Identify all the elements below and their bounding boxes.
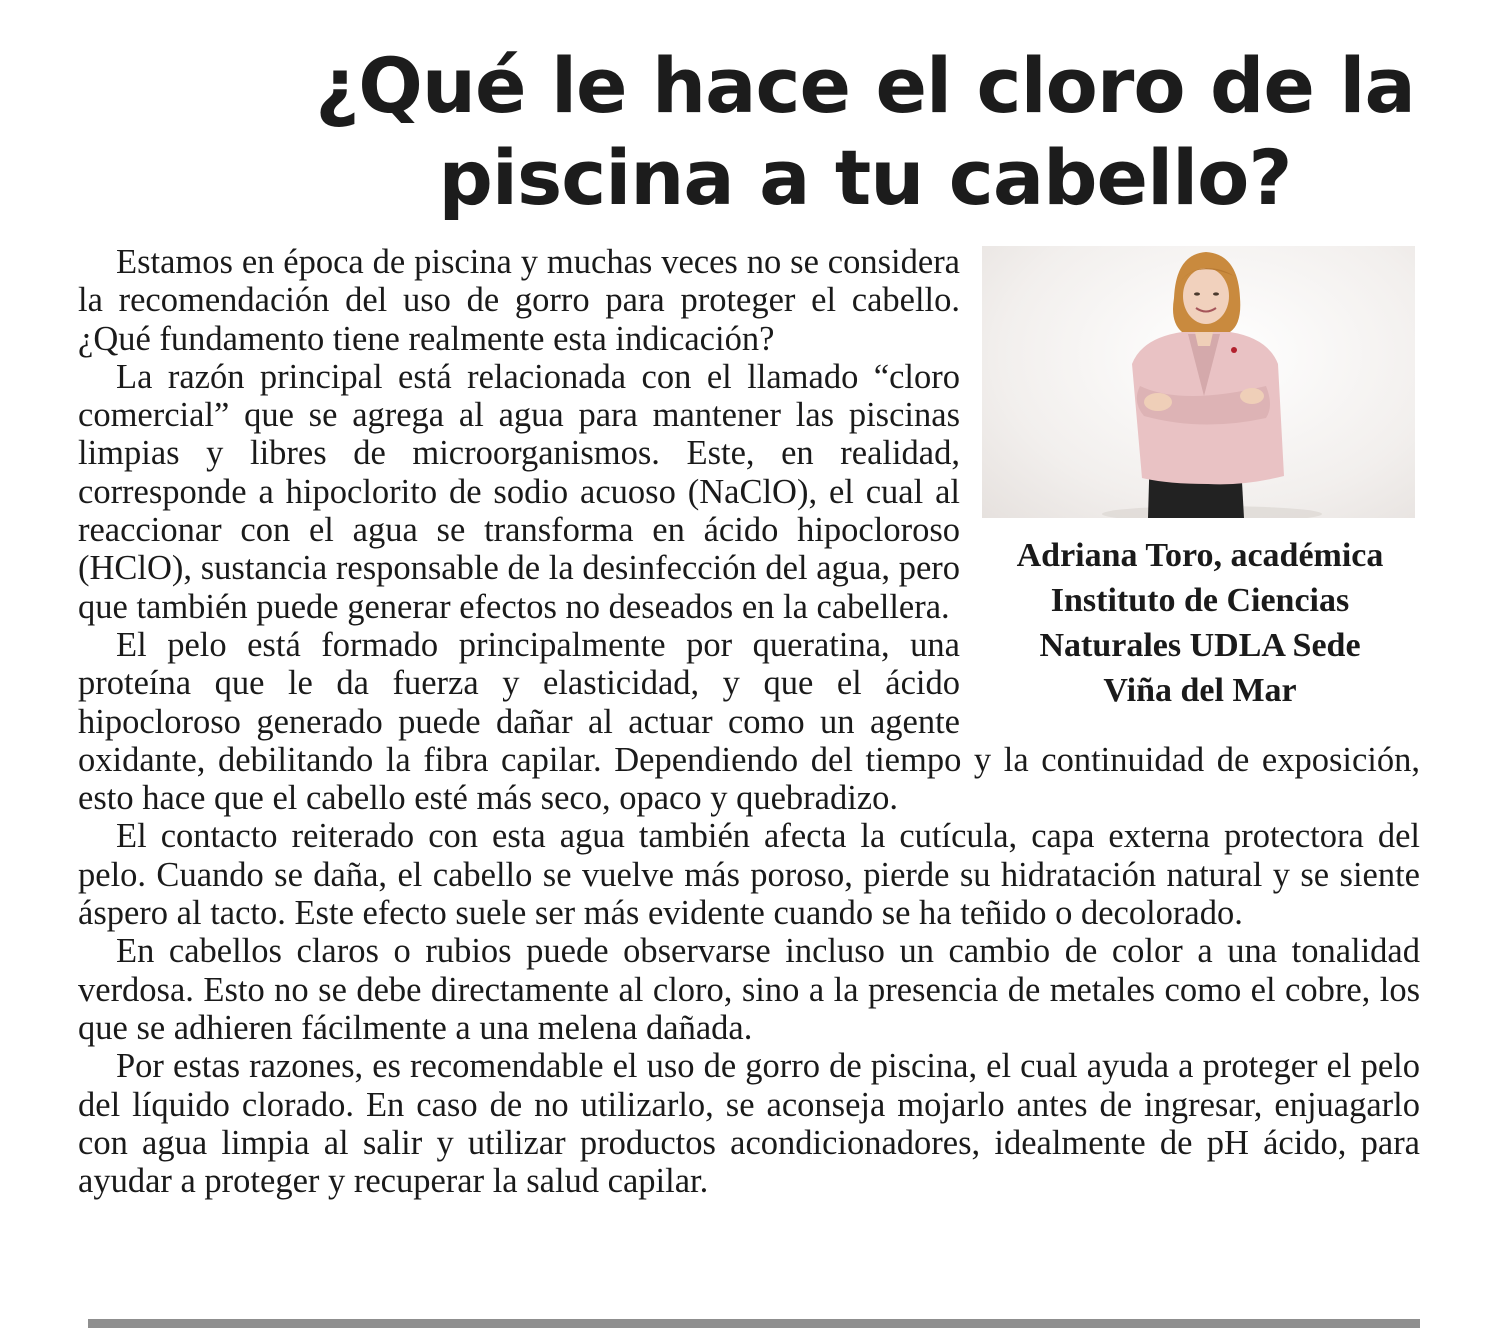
article-body xyxy=(78,243,1420,1200)
article-title xyxy=(300,40,1430,224)
caption-line: Instituto de Ciencias xyxy=(1050,582,1350,619)
paragraph: La razón principal está relacionada con el llamado “cloro comercial” que se agrega al agua para mantener las piscinas limpias y libres de microorganismos. Este, en realidad, corresponde a hipoclorito de sodio acuoso (NaClO), el cual al reaccionar con el agua se transforma en ácido hipocloroso (HClO), sustancia responsable de la desinfección del agua, pero que también puede generar efectos no deseados en la cabellera. xyxy=(78,357,960,626)
bottom-divider xyxy=(88,1319,1420,1328)
author-caption xyxy=(980,533,1420,713)
author-portrait-image xyxy=(982,246,1415,518)
caption-line: Naturales UDLA Sede xyxy=(1039,627,1361,664)
paragraph: Por estas razones, es recomendable el uso de gorro de piscina, el cual ayuda a proteger el pelo del líquido clorado. En caso de no utilizarlo, se aconseja mojarlo antes de ingresar, enjuagarlo con agua limpia al salir y utilizar productos acondicionadores, idealmente de pH ácido, para ayudar a proteger y recuperar la salud capilar. xyxy=(78,1047,1420,1201)
caption-line: Adriana Toro, académica xyxy=(1016,537,1384,574)
paragraph: El pelo está formado principalmente por queratina, una proteína que le da fuerza y elasticidad, y que el ácido hipocloroso generado puede dañar al actuar como un agente oxidante, debilitando la fibra capilar. Dependiendo del tiempo y la continuidad de exposición, esto hace que el cabello esté más seco, opaco y quebradizo. xyxy=(78,625,1420,818)
paragraph: Estamos en época de piscina y muchas veces no se considera la recomendación del uso de gorro para proteger el cabello. ¿Qué fundamento tiene realmente esta indicación? xyxy=(78,243,960,358)
author-photo xyxy=(982,246,1415,518)
caption-line: Viña del Mar xyxy=(1103,672,1297,709)
paragraph: El contacto reiterado con esta agua también afecta la cutícula, capa externa protectora del pelo. Cuando se daña, el cabello se vuelve más poroso, pierde su hidratación natural y se siente áspero al tacto. Este efecto suele ser más evidente cuando se ha teñido o decolorado. xyxy=(78,817,1420,933)
author-figure xyxy=(980,243,1420,713)
title-line-1: ¿Qué le hace el cloro de la xyxy=(315,41,1415,130)
paragraph: En cabellos claros o rubios puede observarse incluso un cambio de color a una tonalidad verdosa. Esto no se debe directamente al cloro, sino a la presencia de metales como el cobre, los que se adhieren fácilmente a una melena dañada. xyxy=(78,932,1420,1047)
title-line-2: piscina a tu cabello? xyxy=(438,133,1292,222)
